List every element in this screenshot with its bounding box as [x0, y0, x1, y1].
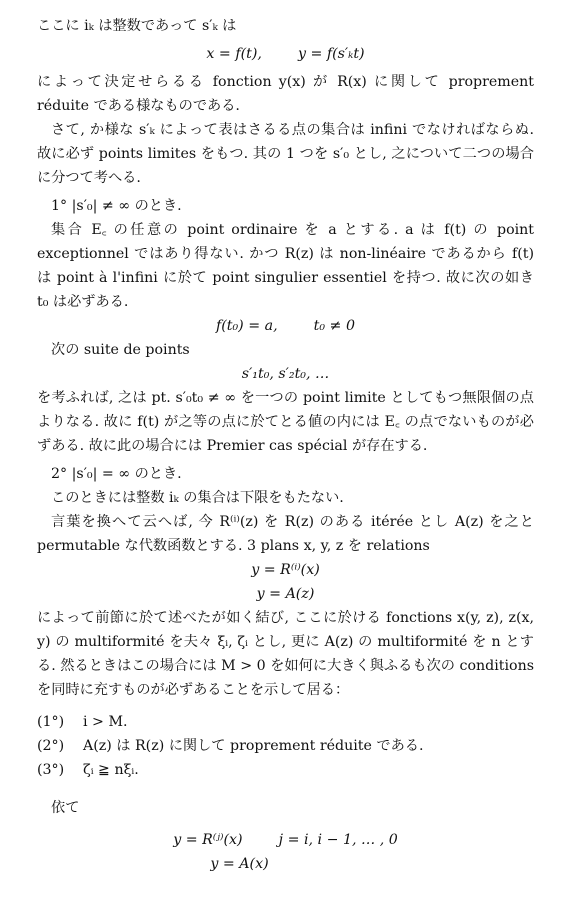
- condition-1-number: (1°): [37, 714, 65, 730]
- condition-3: [37, 758, 534, 782]
- condition-1: [37, 710, 534, 734]
- paragraph-2: によって決定せらるる fonction y(x) が R(x) に関して proprement réduite である様なものである.: [37, 74, 534, 114]
- paragraph-4: 集合 E꜀ の任意の point ordinaire を a とする. a は f(t) の point exceptionnel ではあり得ない. かつ R(z) は non-linéaire であるから f(t) は point à l'infini に於て point singulier essentiel を持つ. 故に次の如き t₀ は必ずある.: [37, 222, 534, 310]
- paragraph-10: 依て: [51, 800, 80, 816]
- equation-4a: y = R⁽ⁱ⁾(x): [251, 562, 320, 578]
- paragraph-3: さて, か様な s′ₖ によって表はさるる点の集合は infini でなければならぬ. 故に必ず points limites をもつ. 其の 1 つを s′₀ とし, 之について二つの場合に分つて考へる.: [37, 122, 534, 186]
- equation-3: s′₁t₀, s′₂t₀, …: [241, 366, 330, 382]
- document-page: [37, 14, 534, 876]
- paragraph-8: 言葉を換へて云へば, 今 R⁽ⁱ⁾(z) を R(z) のある itérée とし A(z) を之と permutable な代数函数とする. 3 plans x, y, z を relations: [37, 514, 534, 554]
- paragraph-5: 次の suite de points: [51, 342, 190, 358]
- equation-5b: y = A(x): [210, 856, 269, 872]
- condition-1-text: i > M.: [83, 714, 128, 730]
- paragraph-7: このときには整数 iₖ の集合は下限をもたない.: [51, 490, 344, 506]
- condition-3-number: (3°): [37, 762, 65, 778]
- paragraph-9: によって前節に於て述べたが如く結び, ここに於ける fonctions x(y, z), z(x, y) の multiformité を夫々 ξᵢ, ζᵢ とし, 更に A(z) の multiformité を n とする. 然るときはこの場合には M > 0 を如何に大きく與ふるも次の conditions を同時に充すものが必ずあることを示して居る：: [37, 610, 534, 698]
- condition-2-text: A(z) は R(z) に関して proprement réduite である.: [83, 738, 424, 754]
- paragraph-1: ここに iₖ は整数であって s′ₖ は: [37, 18, 237, 34]
- paragraph-6: を考ふれば, 之は pt. s′₀t₀ ≠ ∞ を一つの point limite としてもつ無限個の点よりなる. 故に f(t) が之等の点に於てとる値の内には E꜀ の点でないものが必ずある. 故に此の場合には Premier cas spécial が存在する.: [37, 390, 534, 454]
- equation-5a: y = R⁽ʲ⁾(x) j = i, i − 1, … , 0: [173, 832, 398, 848]
- equation-2: f(t₀) = a, t₀ ≠ 0: [216, 318, 355, 334]
- case-heading-2: 2° |s′₀| = ∞ のとき.: [51, 466, 182, 482]
- equation-4b: y = A(z): [256, 586, 315, 602]
- equation-1: x = f(t), y = f(s′ₖt): [206, 46, 365, 62]
- condition-2-number: (2°): [37, 738, 65, 754]
- case-heading-1: 1° |s′₀| ≠ ∞ のとき.: [51, 198, 182, 214]
- condition-3-text: ζᵢ ≧ nξᵢ.: [83, 762, 139, 778]
- condition-2: [37, 734, 534, 758]
